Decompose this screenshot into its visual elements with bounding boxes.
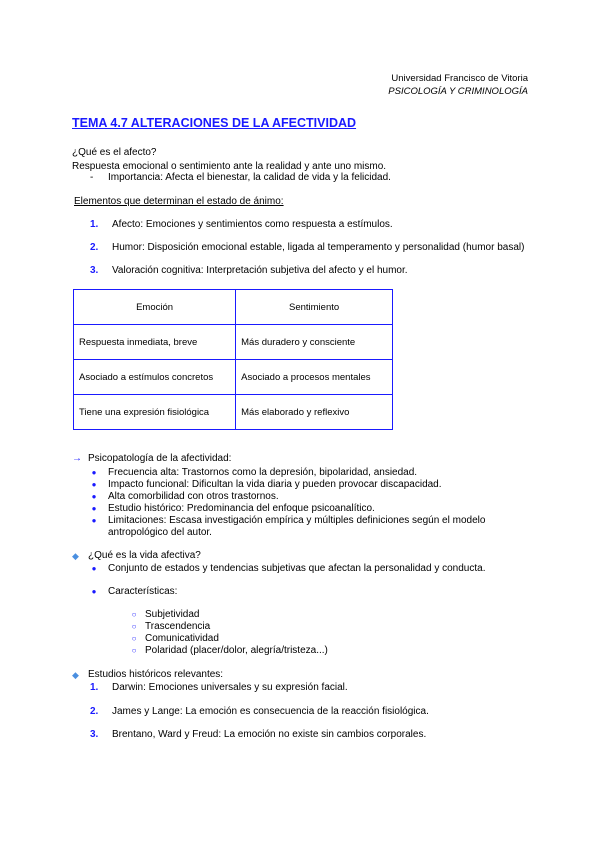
- list-item: Frecuencia alta: Trastornos como la depresión, bipolaridad, ansiedad.: [108, 467, 418, 478]
- affect-question: ¿Qué es el afecto?: [72, 147, 157, 158]
- item-text: Brentano, Ward y Freud: La emoción no existe sin cambios corporales.: [112, 729, 427, 740]
- characteristic-item: Polaridad (placer/dolor, alegría/tristeza...): [145, 645, 328, 656]
- item-number: 1.: [90, 682, 99, 693]
- circle-icon: ○: [131, 610, 137, 619]
- bullet-icon: ●: [91, 516, 97, 525]
- list-item: Estudio histórico: Predominancia del enfoque psicoanalítico.: [108, 503, 375, 514]
- diamond-icon: ◆: [72, 551, 79, 561]
- table-cell: Más duradero y consciente: [236, 325, 393, 360]
- list-item: Impacto funcional: Dificultan la vida diaria y pueden provocar discapacidad.: [108, 479, 442, 490]
- elements-item-3: [90, 265, 408, 277]
- characteristic-item: Subjetividad: [145, 609, 200, 620]
- table-row: [74, 360, 393, 395]
- bullet-icon: ●: [91, 587, 97, 596]
- table-row: [74, 325, 393, 360]
- studies-item-2: [90, 706, 429, 718]
- elements-item-1: [90, 219, 393, 231]
- circle-icon: ○: [131, 646, 137, 655]
- item-text: Humor: Disposición emocional estable, ligada al temperamento y personalidad (humor basal): [112, 242, 525, 253]
- affect-definition: Respuesta emocional o sentimiento ante la realidad y ante uno mismo.: [72, 161, 387, 172]
- circle-icon: ○: [131, 634, 137, 643]
- elements-heading: Elementos que determinan el estado de ánimo:: [74, 196, 284, 207]
- table-header-row: [74, 290, 393, 325]
- circle-icon: ○: [131, 622, 137, 631]
- list-item: Alta comorbilidad con otros trastornos.: [108, 491, 279, 502]
- item-number: 3.: [90, 265, 99, 276]
- studies-heading: Estudios históricos relevantes:: [88, 669, 224, 680]
- affective-life-heading: ¿Qué es la vida afectiva?: [88, 550, 201, 561]
- list-item: Características:: [108, 586, 178, 597]
- characteristic-item: Trascendencia: [145, 621, 211, 632]
- table-cell: Asociado a procesos mentales: [236, 360, 393, 395]
- page-title: TEMA 4.7 ALTERACIONES DE LA AFECTIVIDAD: [72, 116, 357, 130]
- elements-item-2: [90, 242, 524, 254]
- arrow-icon: →: [72, 453, 82, 464]
- table-cell: Tiene una expresión fisiológica: [74, 395, 236, 430]
- characteristic-item: Comunicatividad: [145, 633, 219, 644]
- item-text: Darwin: Emociones universales y su expresión facial.: [112, 682, 348, 693]
- item-number: 2.: [90, 706, 99, 717]
- table-cell: Respuesta inmediata, breve: [74, 325, 236, 360]
- diamond-icon: ◆: [72, 670, 79, 680]
- table-header-cell: Sentimiento: [236, 290, 393, 325]
- list-item: Conjunto de estados y tendencias subjetivas que afectan la personalidad y conducta.: [108, 563, 486, 574]
- program-name: PSICOLOGÍA Y CRIMINOLOGÍA: [388, 86, 528, 97]
- table-row: [74, 395, 393, 430]
- studies-item-1: [90, 682, 348, 694]
- bullet-icon: ●: [91, 564, 97, 573]
- emotion-feeling-table: [73, 289, 393, 430]
- bullet-icon: ●: [91, 480, 97, 489]
- affect-importance: Importancia: Afecta el bienestar, la calidad de vida y la felicidad.: [108, 172, 391, 183]
- list-item-continuation: antropológico del autor.: [108, 527, 212, 538]
- list-item: Limitaciones: Escasa investigación empírica y múltiples definiciones según el modelo: [108, 515, 486, 526]
- item-number: 2.: [90, 242, 99, 253]
- bullet-icon: ●: [91, 468, 97, 477]
- bullet-icon: ●: [91, 492, 97, 501]
- university-name: Universidad Francisco de Vitoria: [391, 73, 528, 84]
- studies-item-3: [90, 729, 426, 741]
- item-number: 3.: [90, 729, 99, 740]
- psychopathology-heading: Psicopatología de la afectividad:: [88, 453, 232, 464]
- affect-dash: -: [90, 172, 94, 183]
- item-number: 1.: [90, 219, 99, 230]
- bullet-icon: ●: [91, 504, 97, 513]
- item-text: Afecto: Emociones y sentimientos como respuesta a estímulos.: [112, 219, 393, 230]
- table-cell: Más elaborado y reflexivo: [236, 395, 393, 430]
- table-cell: Asociado a estímulos concretos: [74, 360, 236, 395]
- item-text: James y Lange: La emoción es consecuencia de la reacción fisiológica.: [112, 706, 429, 717]
- table-header-cell: Emoción: [74, 290, 236, 325]
- item-text: Valoración cognitiva: Interpretación subjetiva del afecto y el humor.: [112, 265, 408, 276]
